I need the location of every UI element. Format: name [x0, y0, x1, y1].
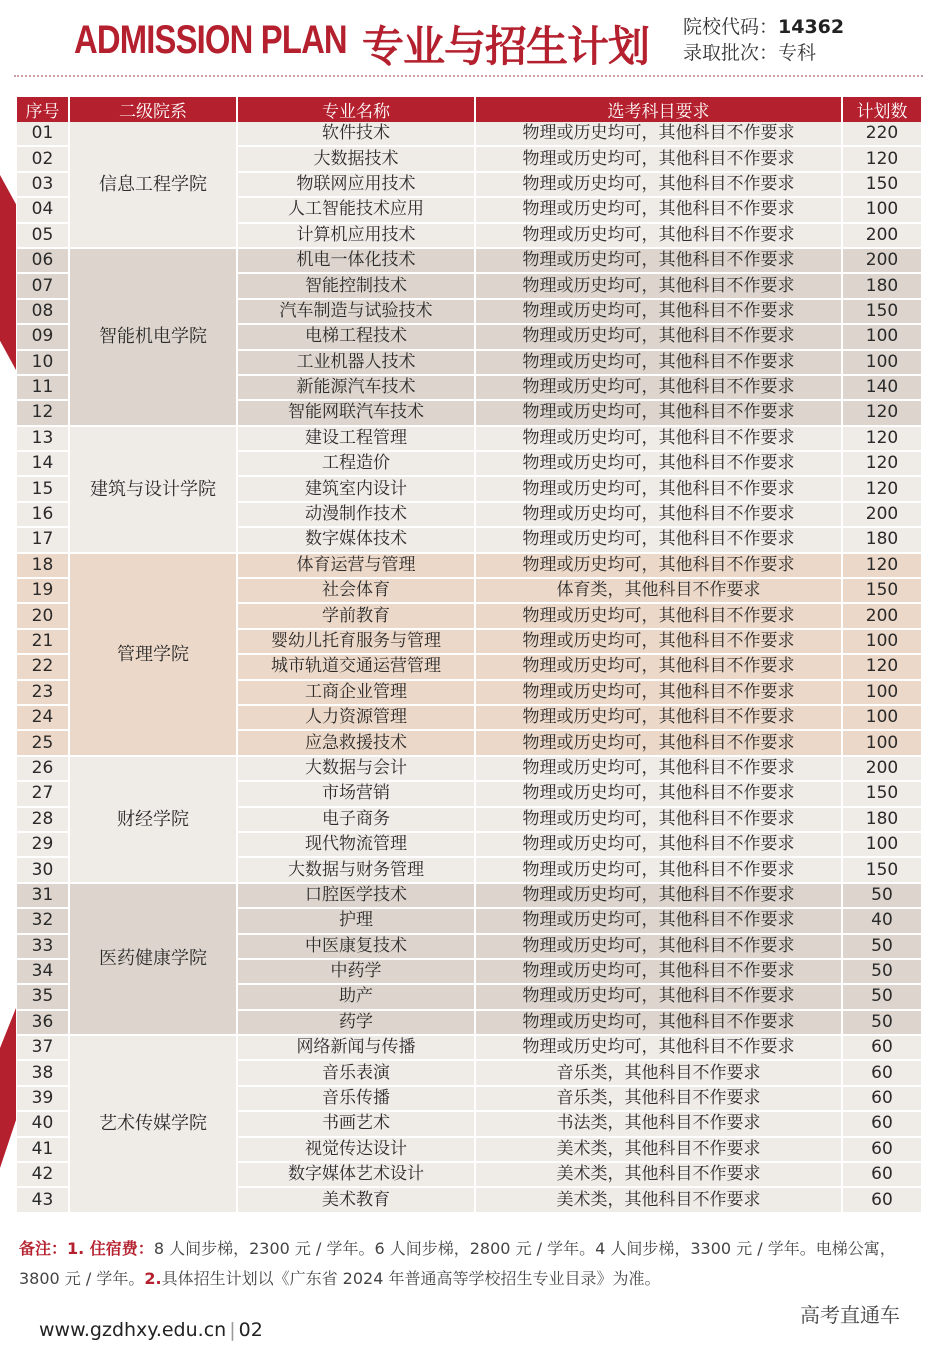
plan-count: 150 [842, 299, 922, 324]
department-cell: 财经学院 [69, 756, 237, 883]
plan-count: 100 [842, 197, 922, 222]
department-cell: 管理学院 [69, 553, 237, 756]
table-row [17, 248, 922, 273]
plan-count: 100 [842, 350, 922, 375]
subject-requirement: 音乐类，其他科目不作要求 [475, 1086, 842, 1111]
major-name: 大数据与财务管理 [237, 857, 475, 882]
row-number: 27 [17, 781, 69, 806]
subject-requirement: 物理或历史均可，其他科目不作要求 [475, 553, 842, 578]
subject-requirement: 物理或历史均可，其他科目不作要求 [475, 223, 842, 248]
plan-count: 200 [842, 756, 922, 781]
plan-count: 180 [842, 807, 922, 832]
plan-count: 120 [842, 553, 922, 578]
subject-requirement: 物理或历史均可，其他科目不作要求 [475, 654, 842, 679]
major-name: 汽车制造与试验技术 [237, 299, 475, 324]
major-name: 智能控制技术 [237, 273, 475, 298]
subject-requirement: 物理或历史均可，其他科目不作要求 [475, 807, 842, 832]
subject-requirement: 物理或历史均可，其他科目不作要求 [475, 299, 842, 324]
row-number: 04 [17, 197, 69, 222]
major-name: 中药学 [237, 959, 475, 984]
subject-requirement: 物理或历史均可，其他科目不作要求 [475, 350, 842, 375]
row-number: 09 [17, 324, 69, 349]
major-name: 体育运营与管理 [237, 553, 475, 578]
row-number: 29 [17, 832, 69, 857]
plan-count: 50 [842, 984, 922, 1009]
website-link[interactable]: www.gzdhxy.edu.cn [39, 1319, 227, 1341]
row-number: 25 [17, 730, 69, 755]
plan-count: 100 [842, 730, 922, 755]
major-name: 口腔医学技术 [237, 883, 475, 908]
subject-requirement: 物理或历史均可，其他科目不作要求 [475, 1035, 842, 1060]
batch-value: 专科 [778, 42, 817, 64]
subject-requirement: 美术类，其他科目不作要求 [475, 1137, 842, 1162]
major-name: 美术教育 [237, 1187, 475, 1212]
row-number: 01 [17, 122, 69, 146]
subject-requirement: 物理或历史均可，其他科目不作要求 [475, 324, 842, 349]
subject-requirement: 物理或历史均可，其他科目不作要求 [475, 197, 842, 222]
school-code-value: 14362 [778, 16, 845, 38]
plan-count: 100 [842, 705, 922, 730]
row-number: 41 [17, 1137, 69, 1162]
row-number: 32 [17, 908, 69, 933]
table-body [17, 122, 922, 1213]
plan-count: 60 [842, 1187, 922, 1212]
major-name: 中医康复技术 [237, 934, 475, 959]
row-number: 23 [17, 680, 69, 705]
subject-requirement: 美术类，其他科目不作要求 [475, 1162, 842, 1187]
row-number: 08 [17, 299, 69, 324]
major-name: 建筑室内设计 [237, 476, 475, 501]
plan-count: 100 [842, 629, 922, 654]
plan-count: 60 [842, 1137, 922, 1162]
plan-count: 50 [842, 934, 922, 959]
plan-count: 120 [842, 400, 922, 425]
row-number: 22 [17, 654, 69, 679]
row-number: 30 [17, 857, 69, 882]
title-english: ADMISSION PLAN [74, 18, 347, 62]
plan-count: 120 [842, 654, 922, 679]
subject-requirement: 物理或历史均可，其他科目不作要求 [475, 451, 842, 476]
notes-item1-text: 8 人间步梯，2300 元 / 学年。6 人间步梯，2800 元 / 学年。4 人间步梯，3300 元 / 学年。电梯公寓，3800 元 / 学年。 [19, 1239, 896, 1288]
department-cell: 建筑与设计学院 [69, 426, 237, 553]
major-name: 智能网联汽车技术 [237, 400, 475, 425]
plan-count: 60 [842, 1060, 922, 1085]
major-name: 人工智能技术应用 [237, 197, 475, 222]
plan-count: 180 [842, 273, 922, 298]
major-name: 动漫制作技术 [237, 502, 475, 527]
subject-requirement: 物理或历史均可，其他科目不作要求 [475, 426, 842, 451]
row-number: 35 [17, 984, 69, 1009]
subject-requirement: 物理或历史均可，其他科目不作要求 [475, 832, 842, 857]
plan-count: 60 [842, 1035, 922, 1060]
plan-count: 150 [842, 172, 922, 197]
major-name: 书画艺术 [237, 1111, 475, 1136]
row-number: 12 [17, 400, 69, 425]
col-header-major: 专业名称 [237, 97, 475, 122]
major-name: 城市轨道交通运营管理 [237, 654, 475, 679]
source-watermark: 高考直通车 [800, 1303, 900, 1327]
row-number: 11 [17, 375, 69, 400]
col-header-requirement: 选考科目要求 [475, 97, 842, 122]
table-row [17, 756, 922, 781]
major-name: 数字媒体艺术设计 [237, 1162, 475, 1187]
subject-requirement: 物理或历史均可，其他科目不作要求 [475, 476, 842, 501]
major-name: 音乐表演 [237, 1060, 475, 1085]
row-number: 38 [17, 1060, 69, 1085]
subject-requirement: 物理或历史均可，其他科目不作要求 [475, 400, 842, 425]
major-name: 大数据与会计 [237, 756, 475, 781]
table-row [17, 122, 922, 146]
row-number: 18 [17, 553, 69, 578]
row-number: 03 [17, 172, 69, 197]
school-code-label: 院校代码： [683, 16, 779, 38]
col-header-plan: 计划数 [842, 97, 922, 122]
subject-requirement: 物理或历史均可，其他科目不作要求 [475, 527, 842, 552]
row-number: 15 [17, 476, 69, 501]
row-number: 24 [17, 705, 69, 730]
header-divider [14, 75, 923, 77]
major-name: 大数据技术 [237, 146, 475, 171]
subject-requirement: 体育类，其他科目不作要求 [475, 578, 842, 603]
row-number: 05 [17, 223, 69, 248]
table-header-row [17, 97, 922, 122]
plan-count: 150 [842, 578, 922, 603]
row-number: 28 [17, 807, 69, 832]
subject-requirement: 物理或历史均可，其他科目不作要求 [475, 756, 842, 781]
plan-count: 50 [842, 959, 922, 984]
major-name: 现代物流管理 [237, 832, 475, 857]
decorative-red-shape-top [0, 175, 16, 370]
department-cell: 信息工程学院 [69, 122, 237, 248]
department-cell: 艺术传媒学院 [69, 1035, 237, 1213]
title-chinese: 专业与招生计划 [362, 22, 650, 71]
row-number: 10 [17, 350, 69, 375]
major-name: 护理 [237, 908, 475, 933]
row-number: 06 [17, 248, 69, 273]
page-number: 02 [238, 1319, 263, 1341]
row-number: 02 [17, 146, 69, 171]
plan-count: 140 [842, 375, 922, 400]
subject-requirement: 物理或历史均可，其他科目不作要求 [475, 781, 842, 806]
table-row [17, 883, 922, 908]
row-number: 16 [17, 502, 69, 527]
plan-count: 60 [842, 1086, 922, 1111]
major-name: 视觉传达设计 [237, 1137, 475, 1162]
notes-item2-text: 具体招生计划以《广东省 2024 年普通高等学校招生专业目录》为准。 [161, 1269, 661, 1288]
major-name: 音乐传播 [237, 1086, 475, 1111]
subject-requirement: 物理或历史均可，其他科目不作要求 [475, 375, 842, 400]
row-number: 40 [17, 1111, 69, 1136]
plan-count: 200 [842, 223, 922, 248]
subject-requirement: 物理或历史均可，其他科目不作要求 [475, 857, 842, 882]
subject-requirement: 物理或历史均可，其他科目不作要求 [475, 883, 842, 908]
notes [19, 1234, 924, 1294]
subject-requirement: 物理或历史均可，其他科目不作要求 [475, 730, 842, 755]
subject-requirement: 物理或历史均可，其他科目不作要求 [475, 629, 842, 654]
row-number: 14 [17, 451, 69, 476]
department-cell: 智能机电学院 [69, 248, 237, 426]
major-name: 市场营销 [237, 781, 475, 806]
major-name: 网络新闻与传播 [237, 1035, 475, 1060]
subject-requirement: 物理或历史均可，其他科目不作要求 [475, 172, 842, 197]
subject-requirement: 物理或历史均可，其他科目不作要求 [475, 502, 842, 527]
department-cell: 医药健康学院 [69, 883, 237, 1035]
subject-requirement: 物理或历史均可，其他科目不作要求 [475, 934, 842, 959]
school-meta [683, 14, 844, 66]
major-name: 工商企业管理 [237, 680, 475, 705]
plan-count: 100 [842, 680, 922, 705]
subject-requirement: 物理或历史均可，其他科目不作要求 [475, 122, 842, 146]
plan-count: 120 [842, 426, 922, 451]
major-name: 软件技术 [237, 122, 475, 146]
batch-label: 录取批次： [683, 42, 779, 64]
major-name: 数字媒体技术 [237, 527, 475, 552]
subject-requirement: 物理或历史均可，其他科目不作要求 [475, 908, 842, 933]
major-name: 社会体育 [237, 578, 475, 603]
major-name: 建设工程管理 [237, 426, 475, 451]
row-number: 34 [17, 959, 69, 984]
footer-url [39, 1319, 263, 1341]
school-code-line [683, 14, 844, 40]
plan-count: 50 [842, 883, 922, 908]
subject-requirement: 美术类，其他科目不作要求 [475, 1187, 842, 1212]
subject-requirement: 物理或历史均可，其他科目不作要求 [475, 146, 842, 171]
plan-count: 100 [842, 832, 922, 857]
major-name: 电梯工程技术 [237, 324, 475, 349]
notes-item2-label: 2. [144, 1269, 162, 1288]
plan-count: 40 [842, 908, 922, 933]
row-number: 43 [17, 1187, 69, 1212]
subject-requirement: 物理或历史均可，其他科目不作要求 [475, 705, 842, 730]
major-name: 助产 [237, 984, 475, 1009]
major-name: 电子商务 [237, 807, 475, 832]
plan-count: 180 [842, 527, 922, 552]
major-name: 人力资源管理 [237, 705, 475, 730]
row-number: 42 [17, 1162, 69, 1187]
table-row [17, 553, 922, 578]
notes-item1-label: 1. 住宿费： [67, 1239, 154, 1258]
major-name: 应急救援技术 [237, 730, 475, 755]
plan-count: 150 [842, 781, 922, 806]
plan-count: 60 [842, 1111, 922, 1136]
row-number: 19 [17, 578, 69, 603]
major-name: 物联网应用技术 [237, 172, 475, 197]
admission-plan-table [17, 97, 923, 1214]
major-name: 药学 [237, 1010, 475, 1035]
subject-requirement: 物理或历史均可，其他科目不作要求 [475, 984, 842, 1009]
plan-count: 100 [842, 324, 922, 349]
subject-requirement: 音乐类，其他科目不作要求 [475, 1060, 842, 1085]
plan-count: 220 [842, 122, 922, 146]
col-header-dept: 二级院系 [69, 97, 237, 122]
major-name: 婴幼儿托育服务与管理 [237, 629, 475, 654]
row-number: 21 [17, 629, 69, 654]
notes-label: 备注： [19, 1239, 68, 1258]
col-header-no: 序号 [17, 97, 69, 122]
row-number: 37 [17, 1035, 69, 1060]
plan-count: 200 [842, 248, 922, 273]
subject-requirement: 物理或历史均可，其他科目不作要求 [475, 1010, 842, 1035]
plan-count: 200 [842, 502, 922, 527]
major-name: 新能源汽车技术 [237, 375, 475, 400]
major-name: 工业机器人技术 [237, 350, 475, 375]
subject-requirement: 物理或历史均可，其他科目不作要求 [475, 603, 842, 628]
major-name: 工程造价 [237, 451, 475, 476]
subject-requirement: 物理或历史均可，其他科目不作要求 [475, 248, 842, 273]
row-number: 36 [17, 1010, 69, 1035]
plan-count: 120 [842, 451, 922, 476]
decorative-red-shape-bottom [0, 1008, 16, 1168]
major-name: 机电一体化技术 [237, 248, 475, 273]
row-number: 26 [17, 756, 69, 781]
row-number: 31 [17, 883, 69, 908]
plan-count: 120 [842, 146, 922, 171]
table-row [17, 1035, 922, 1060]
subject-requirement: 书法类，其他科目不作要求 [475, 1111, 842, 1136]
row-number: 07 [17, 273, 69, 298]
subject-requirement: 物理或历史均可，其他科目不作要求 [475, 959, 842, 984]
row-number: 13 [17, 426, 69, 451]
row-number: 20 [17, 603, 69, 628]
plan-count: 120 [842, 476, 922, 501]
page-separator: | [229, 1319, 236, 1341]
subject-requirement: 物理或历史均可，其他科目不作要求 [475, 273, 842, 298]
row-number: 17 [17, 527, 69, 552]
plan-count: 50 [842, 1010, 922, 1035]
subject-requirement: 物理或历史均可，其他科目不作要求 [475, 680, 842, 705]
table-row [17, 426, 922, 451]
row-number: 33 [17, 934, 69, 959]
major-name: 计算机应用技术 [237, 223, 475, 248]
plan-count: 60 [842, 1162, 922, 1187]
plan-count: 150 [842, 857, 922, 882]
row-number: 39 [17, 1086, 69, 1111]
batch-line [683, 40, 844, 66]
plan-count: 200 [842, 603, 922, 628]
major-name: 学前教育 [237, 603, 475, 628]
